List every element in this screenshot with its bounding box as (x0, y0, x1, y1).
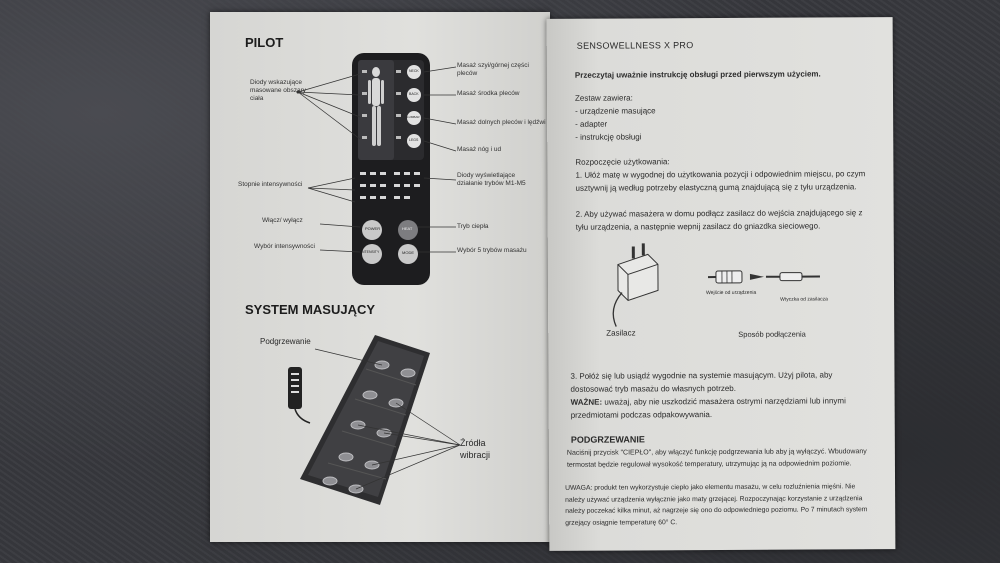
system-title: SYSTEM MASUJĄCY (245, 302, 376, 317)
mode-button-label: MODE (402, 250, 414, 255)
label-intensity-levels: Stopnie intensywności (238, 181, 303, 188)
heat-button-label: HEAT (402, 226, 413, 231)
heating-heading: PODGRZEWANIE (570, 434, 645, 445)
device-input-label: Wejście od urządzenia (706, 289, 757, 297)
heating-label: Podgrzewanie (260, 337, 311, 346)
step-1: 1. Ułóż matę w wygodnej do użytkowania pozycji i odpowiednim miejscu, po czym usztywnij ją według potrzeby elastyczną gumą znajdującą się z tyłu urządzenia. (575, 169, 866, 193)
lumbar-button-label: LUMBAR (407, 115, 420, 119)
step-3: 3. Połóż się lub usiądź wygodnie na systemie masującym. Użyj pilota, aby dostosować tryb masażu do własnych potrzeb. (570, 370, 833, 394)
adapter-plug-label: Wtyczka od zasilacza (780, 296, 828, 303)
label-massage-modes: Wybór 5 trybów masażu (457, 247, 527, 254)
back-button-label: BACK (409, 92, 419, 96)
set-item-2: - adapter (575, 119, 608, 129)
pilot-title: PILOT (245, 35, 284, 50)
set-heading: Zestaw zawiera: (575, 93, 633, 103)
neck-button-label: NECK (409, 69, 419, 73)
start-heading: Rozpoczęcie użytkowania: (575, 157, 670, 167)
power-button-label: POWER (365, 226, 381, 231)
heating-paragraph-2: UWAGA: produkt ten wykorzystuje ciepło jako elementu masażu, w celu rozluźnienia mięśni. Nie należy używać urządzenia wyłącznie jako maty grzejącej. Rozpoczynając korzystanie z urządzenia należy poczekać kilka minut, aż nagrzeje się ono do odpowiedniego poziomu. Po 7 minutach system grzejący osiągnie temperaturę 60° C. (565, 483, 868, 527)
set-item-3: - instrukcję obsługi (575, 132, 642, 142)
legs-button-label: LEGS (409, 138, 419, 142)
product-title: SENSOWELLNESS X PRO (576, 40, 694, 51)
step-2: 2. Aby używać masażera w domu podłącz zasilacz do wejścia znajdującego się z tyłu urządzenia, a następnie wepnij zasilacz do gniazdka sieciowego. (575, 208, 863, 232)
set-item-1: - urządzenie masujące (575, 106, 656, 116)
left-page (210, 12, 550, 542)
intro-text: Przeczytaj uważnie instrukcję obsługi przed pierwszym użyciem. (574, 69, 821, 80)
right-page (547, 17, 896, 551)
vibration-sources-label: Źródła wibracji (460, 438, 491, 460)
label-intensity-select: Wybór intensywności (254, 243, 315, 250)
label-mode-diodes: Diody wyświetlające działanie trybów M1-M5 (457, 172, 526, 187)
adapter-label: Zasilacz (606, 328, 636, 338)
label-neck-back: Masaż szyi/górnej części pleców (457, 62, 529, 77)
adapter-illustration (600, 240, 670, 330)
label-lower-back: Masaż dolnych pleców i lędźwi (457, 119, 546, 126)
warning-paragraph (571, 394, 871, 422)
label-on-off: Włącz/ wyłącz (262, 217, 303, 224)
connection-label: Sposób podłączenia (738, 329, 806, 339)
warning-label: WAŻNE: (570, 397, 603, 407)
massage-mat-illustration (270, 327, 470, 527)
connector-illustration (708, 262, 838, 293)
intensity-button-label: INTENSITY (361, 250, 380, 254)
warning-text: uważaj, aby nie uszkodzić masażera ostrymi narzędziami lub innymi przedmiotami podczas odpakowywania. (570, 396, 846, 420)
label-heat-mode: Tryb ciepła (457, 223, 489, 230)
heating-paragraph-1: Naciśnij przycisk "CIEPŁO", aby włączyć funkcję podgrzewania lub aby ją wyłączyć. Wbudowany termostat będzie regulował wysokość temperatury, utrzymując ją na odpowiednim poziomie. (566, 448, 867, 469)
label-mid-back: Masaż środka pleców (457, 90, 520, 97)
label-diodes-body-areas: Diody wskazujące masowane obszary ciała (250, 79, 306, 102)
label-legs: Masaż nóg i ud (457, 146, 502, 153)
pilot-callout-lines (210, 12, 550, 302)
